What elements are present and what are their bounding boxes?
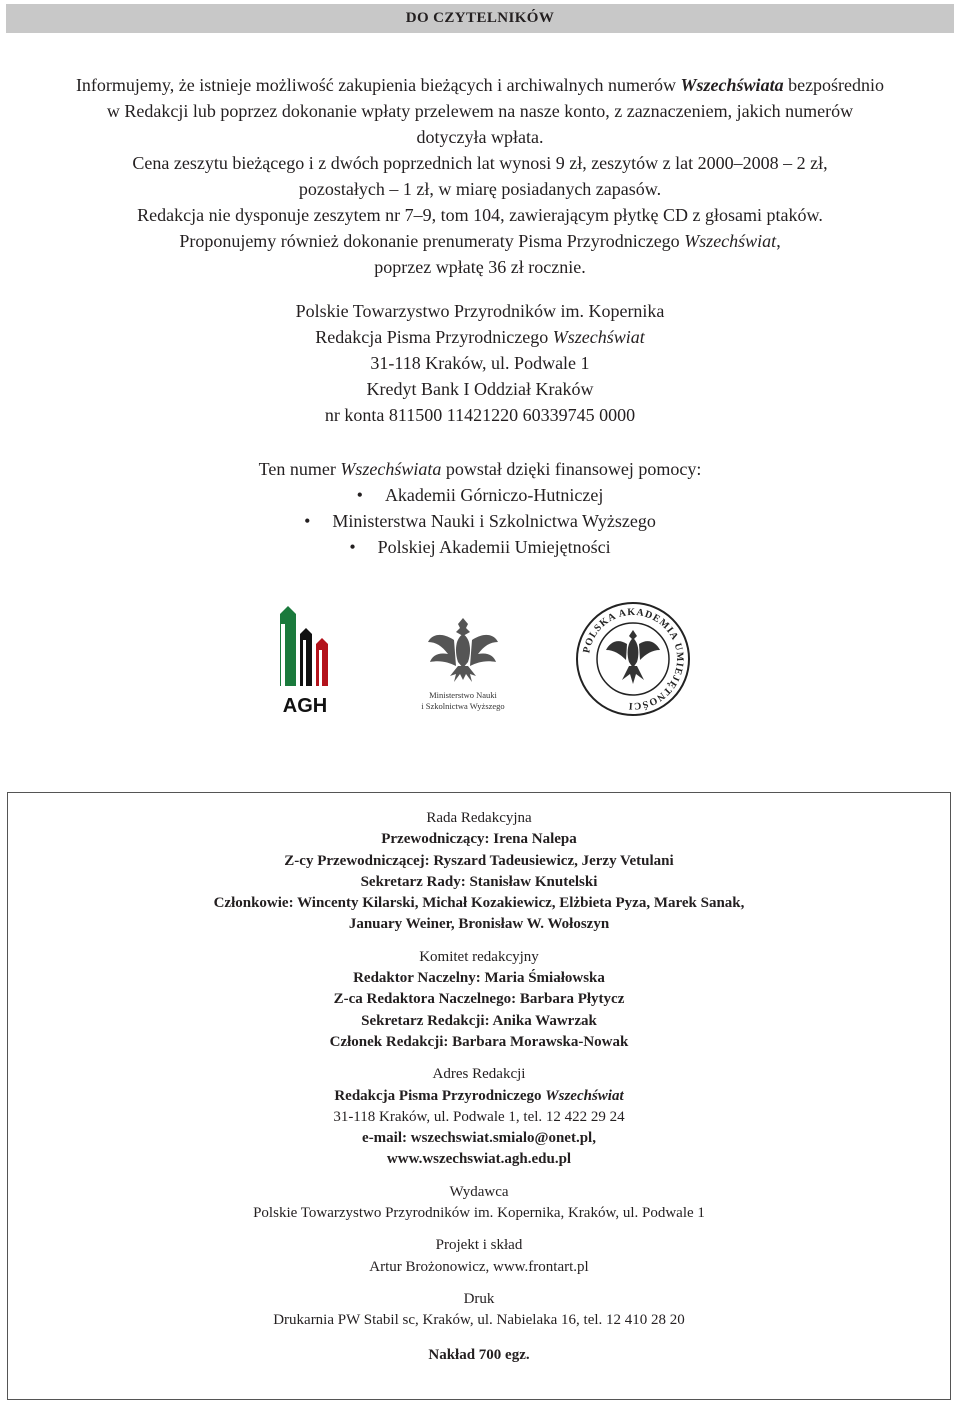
address-email: e-mail: wszechswiat.smialo@onet.pl, bbox=[362, 1130, 596, 1147]
funding-item: • Polskiej Akademii Umiejętności bbox=[0, 534, 960, 560]
section-title: DO CZYTELNIKÓW bbox=[405, 10, 555, 26]
circulation: Nakład 700 egz. bbox=[428, 1346, 530, 1363]
intro-line-2: w Redakcji lub poprzez dokonanie wpłaty przelewem na nasze konto, z zaznaczeniem, jakich numerów bbox=[106, 101, 854, 121]
design-credit: Artur Brożonowicz, www.frontart.pl bbox=[369, 1258, 589, 1275]
print-heading: Druk bbox=[463, 1290, 495, 1307]
price-line-2: pozostałych – 1 zł, w miarę posiadanych zapasów. bbox=[298, 179, 662, 199]
funding-section bbox=[0, 456, 960, 560]
editor-in-chief: Redaktor Naczelny: Maria Śmiałowska bbox=[353, 970, 605, 987]
svg-text:i Szkolnictwa Wyższego: i Szkolnictwa Wyższego bbox=[421, 701, 505, 711]
unavailable-issue-note: Redakcja nie dysponuje zeszytem nr 7–9, tom 104, zawierającym płytkę CD z głosami ptaków. bbox=[137, 205, 823, 225]
council-deputies: Z-cy Przewodniczącej: Ryszard Tadeusiewicz, Jerzy Vetulani bbox=[284, 852, 674, 869]
council-chair: Przewodniczący: Irena Nalepa bbox=[381, 831, 577, 848]
price-line-1: Cena zeszytu bieżącego i z dwóch poprzednich lat wynosi 9 zł, zeszytów z lat 2000–2008 – 2 zł, bbox=[132, 153, 828, 173]
print-credit: Drukarnia PW Stabil sc, Kraków, ul. Nabielaka 16, tel. 12 410 28 20 bbox=[273, 1312, 685, 1329]
funding-item: • Akademii Górniczo-Hutniczej bbox=[0, 482, 960, 508]
address-street-phone: 31-118 Kraków, ul. Podwale 1, tel. 12 422 29 24 bbox=[333, 1108, 625, 1125]
intro-line-1: Informujemy, że istnieje możliwość zakupienia bieżących i archiwalnych numerów Wszechświata bezpośrednio bbox=[75, 75, 885, 95]
agh-logo bbox=[270, 604, 340, 716]
svg-text:Ministerstwo Nauki: Ministerstwo Nauki bbox=[429, 690, 497, 700]
editorial-secretary: Sekretarz Redakcji: Anika Wawrzak bbox=[361, 1012, 597, 1029]
address-bank: Kredyt Bank I Oddział Kraków bbox=[366, 379, 594, 399]
svg-text:AGH: AGH bbox=[282, 695, 328, 716]
address-street: 31-118 Kraków, ul. Podwale 1 bbox=[370, 353, 590, 373]
svg-text:POLSKA AKADEMIA UMIEJĘTNOŚCI: POLSKA AKADEMIA UMIEJĘTNOŚCI bbox=[581, 606, 686, 712]
sponsor-logos bbox=[0, 600, 960, 720]
address-society: Polskie Towarzystwo Przyrodników im. Kopernika bbox=[295, 301, 665, 321]
subscription-line-1: Proponujemy również dokonanie prenumeraty Pisma Przyrodniczego Wszechświat, bbox=[179, 231, 781, 251]
ministry-eagle-logo bbox=[408, 610, 518, 714]
intro-line-3: dotyczyła wpłata. bbox=[416, 127, 544, 147]
committee-heading: Komitet redakcyjny bbox=[419, 948, 539, 965]
editorial-member: Członek Redakcji: Barbara Morawska-Nowak bbox=[329, 1033, 629, 1050]
address-editorial: Redakcja Pisma Przyrodniczego Wszechświat bbox=[315, 327, 645, 347]
council-members-continued: January Weiner, Bronisław W. Wołoszyn bbox=[348, 916, 610, 933]
subscription-line-2: poprzez wpłatę 36 zł rocznie. bbox=[374, 257, 586, 277]
design-heading: Projekt i skład bbox=[435, 1237, 523, 1254]
publisher-heading: Wydawca bbox=[449, 1183, 509, 1200]
pau-seal-logo bbox=[574, 600, 692, 718]
address-account-number: nr konta 811500 11421220 60339745 0000 bbox=[324, 405, 636, 425]
funding-intro: Ten numer Wszechświata powstał dzięki finansowej pomocy: bbox=[258, 459, 702, 479]
section-header bbox=[6, 4, 954, 33]
council-heading: Rada Redakcyjna bbox=[426, 810, 532, 826]
deputy-editor: Z-ca Redaktora Naczelnego: Barbara Płytycz bbox=[333, 991, 625, 1008]
address-name: Redakcja Pisma Przyrodniczego Wszechświat bbox=[334, 1087, 624, 1104]
editorial-board-box bbox=[7, 792, 951, 1400]
address-website: www.wszechswiat.agh.edu.pl bbox=[386, 1151, 572, 1168]
payment-address bbox=[0, 298, 960, 428]
reader-information bbox=[0, 72, 960, 560]
publisher: Polskie Towarzystwo Przyrodników im. Kopernika, Kraków, ul. Podwale 1 bbox=[253, 1205, 705, 1222]
council-members: Członkowie: Wincenty Kilarski, Michał Kozakiewicz, Elżbieta Pyza, Marek Sanak, bbox=[213, 895, 745, 912]
council-secretary: Sekretarz Rady: Stanisław Knutelski bbox=[360, 873, 598, 890]
address-heading: Adres Redakcji bbox=[432, 1066, 526, 1083]
funding-item: • Ministerstwa Nauki i Szkolnictwa Wyższego bbox=[0, 508, 960, 534]
